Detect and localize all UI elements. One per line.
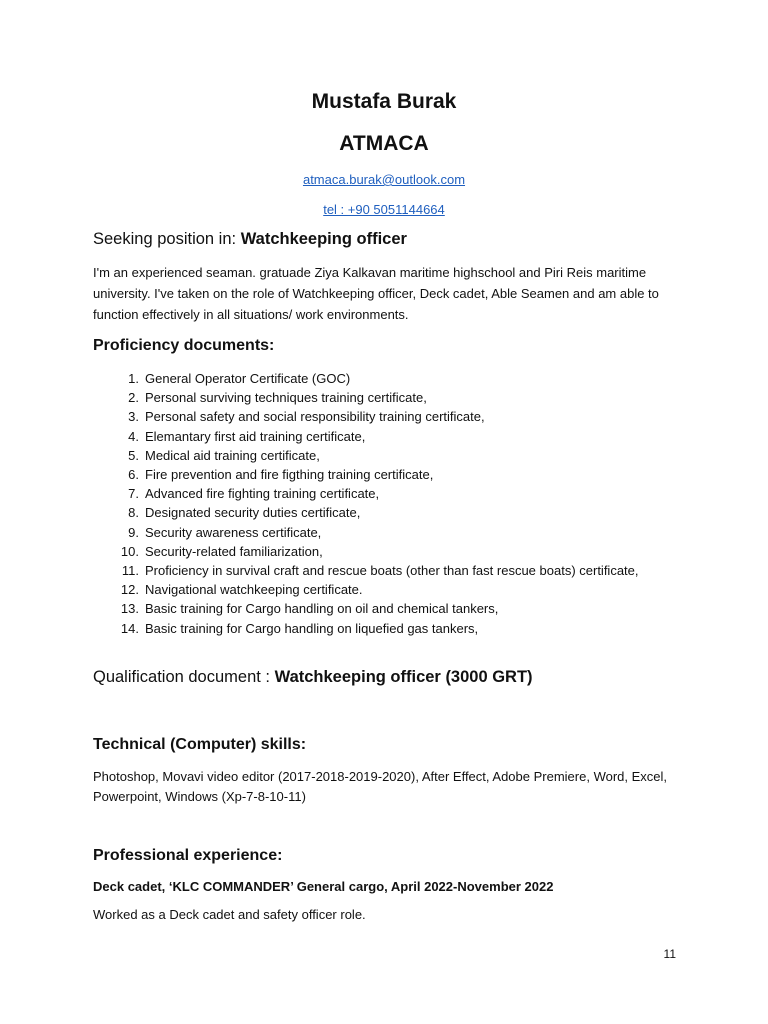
proficiency-list-item [93, 599, 653, 618]
list-item-number: 1. [128, 371, 139, 386]
seeking-position-value: Watchkeeping officer [240, 230, 407, 248]
list-item-text: Basic training for Cargo handling on oil and chemical tankers, [145, 601, 499, 617]
list-item-number: 4. [128, 428, 139, 444]
proficiency-list-item [93, 427, 653, 446]
proficiency-list-item [93, 523, 653, 542]
list-item-text: Designated security duties certificate, [145, 505, 361, 521]
proficiency-list-item [93, 619, 653, 638]
list-item-number: 11. [121, 563, 139, 579]
seeking-label: Seeking position in: [93, 230, 241, 248]
experience-heading: Professional experience: [93, 847, 283, 864]
experience-description: Worked as a Deck cadet and safety officer role. [93, 907, 366, 922]
list-item-number: 2. [128, 390, 139, 406]
proficiency-list-item [93, 407, 653, 426]
list-item-text: Navigational watchkeeping certificate. [145, 582, 363, 598]
list-item-text: Advanced fire fighting training certificate, [145, 486, 380, 502]
page-number: 11 [663, 947, 676, 961]
list-item-number: 5. [128, 447, 139, 463]
proficiency-list [93, 369, 653, 638]
proficiency-list-item [93, 446, 653, 465]
name-last: ATMACA [339, 132, 429, 155]
proficiency-list-item [93, 369, 653, 388]
list-item-number: 8. [128, 505, 139, 521]
list-item-number: 9. [128, 524, 139, 540]
technical-skills-text: Photoshop, Movavi video editor (2017-2018-2019-2020), After Effect, Adobe Premiere, Word, Excel, Powerpoint, Windows (Xp-7-8-10-11) [93, 769, 668, 804]
list-item-number: 14. [120, 620, 139, 636]
experience-role: Deck cadet, ‘KLC COMMANDER’ General cargo, April 2022-November 2022 [93, 879, 554, 894]
list-item-text: Personal safety and social responsibility training certificate, [145, 409, 485, 425]
proficiency-list-item [93, 561, 653, 580]
list-item-text: Security awareness certificate, [145, 524, 322, 540]
list-item-number: 6. [128, 467, 139, 483]
qualification-label: Qualification document : [93, 668, 275, 686]
list-item-text: Personal surviving techniques training certificate, [145, 390, 427, 406]
list-item-text: Basic training for Cargo handling on liquefied gas tankers, [145, 620, 479, 636]
list-item-number: 13. [120, 601, 139, 617]
qualification-line [93, 668, 683, 687]
proficiency-list-item [93, 484, 653, 503]
list-item-text: Security-related familiarization, [145, 543, 323, 559]
list-item-text: Proficiency in survival craft and rescue boats (other than fast rescue boats) certificate, [145, 563, 639, 579]
list-item-text: General Operator Certificate (GOC) [145, 371, 351, 386]
proficiency-list-item [93, 503, 653, 522]
list-item-number: 7. [128, 486, 139, 502]
proficiency-list-item [93, 465, 653, 484]
summary-paragraph: I'm an experienced seaman. gratuade Ziya Kalkavan maritime highschool and Piri Reis maritime university. I've taken on the role of Watchkeeping officer, Deck cadet, Able Seamen and am able to function effectively in all situations/ work environments. [93, 265, 659, 322]
list-item-text: Medical aid training certificate, [145, 447, 320, 463]
list-item-text: Elemantary first aid training certificate, [145, 428, 366, 444]
proficiency-list-item [93, 542, 653, 561]
proficiency-list-item [93, 388, 653, 407]
list-item-number: 3. [128, 409, 139, 425]
name-first: Mustafa Burak [311, 90, 457, 113]
list-item-number: 10. [120, 543, 139, 559]
email-link[interactable]: atmaca.burak@outlook.com [302, 172, 466, 187]
list-item-text: Fire prevention and fire figthing training certificate, [145, 467, 434, 483]
list-item-number: 12. [120, 582, 139, 598]
qualification-value: Watchkeeping officer (3000 GRT) [274, 668, 533, 686]
phone-link[interactable]: tel : +90 5051144664 [323, 202, 445, 217]
technical-skills-heading: Technical (Computer) skills: [93, 736, 307, 753]
seeking-position [93, 230, 683, 249]
proficiency-list-item [93, 580, 653, 599]
proficiency-heading: Proficiency documents: [93, 337, 275, 354]
